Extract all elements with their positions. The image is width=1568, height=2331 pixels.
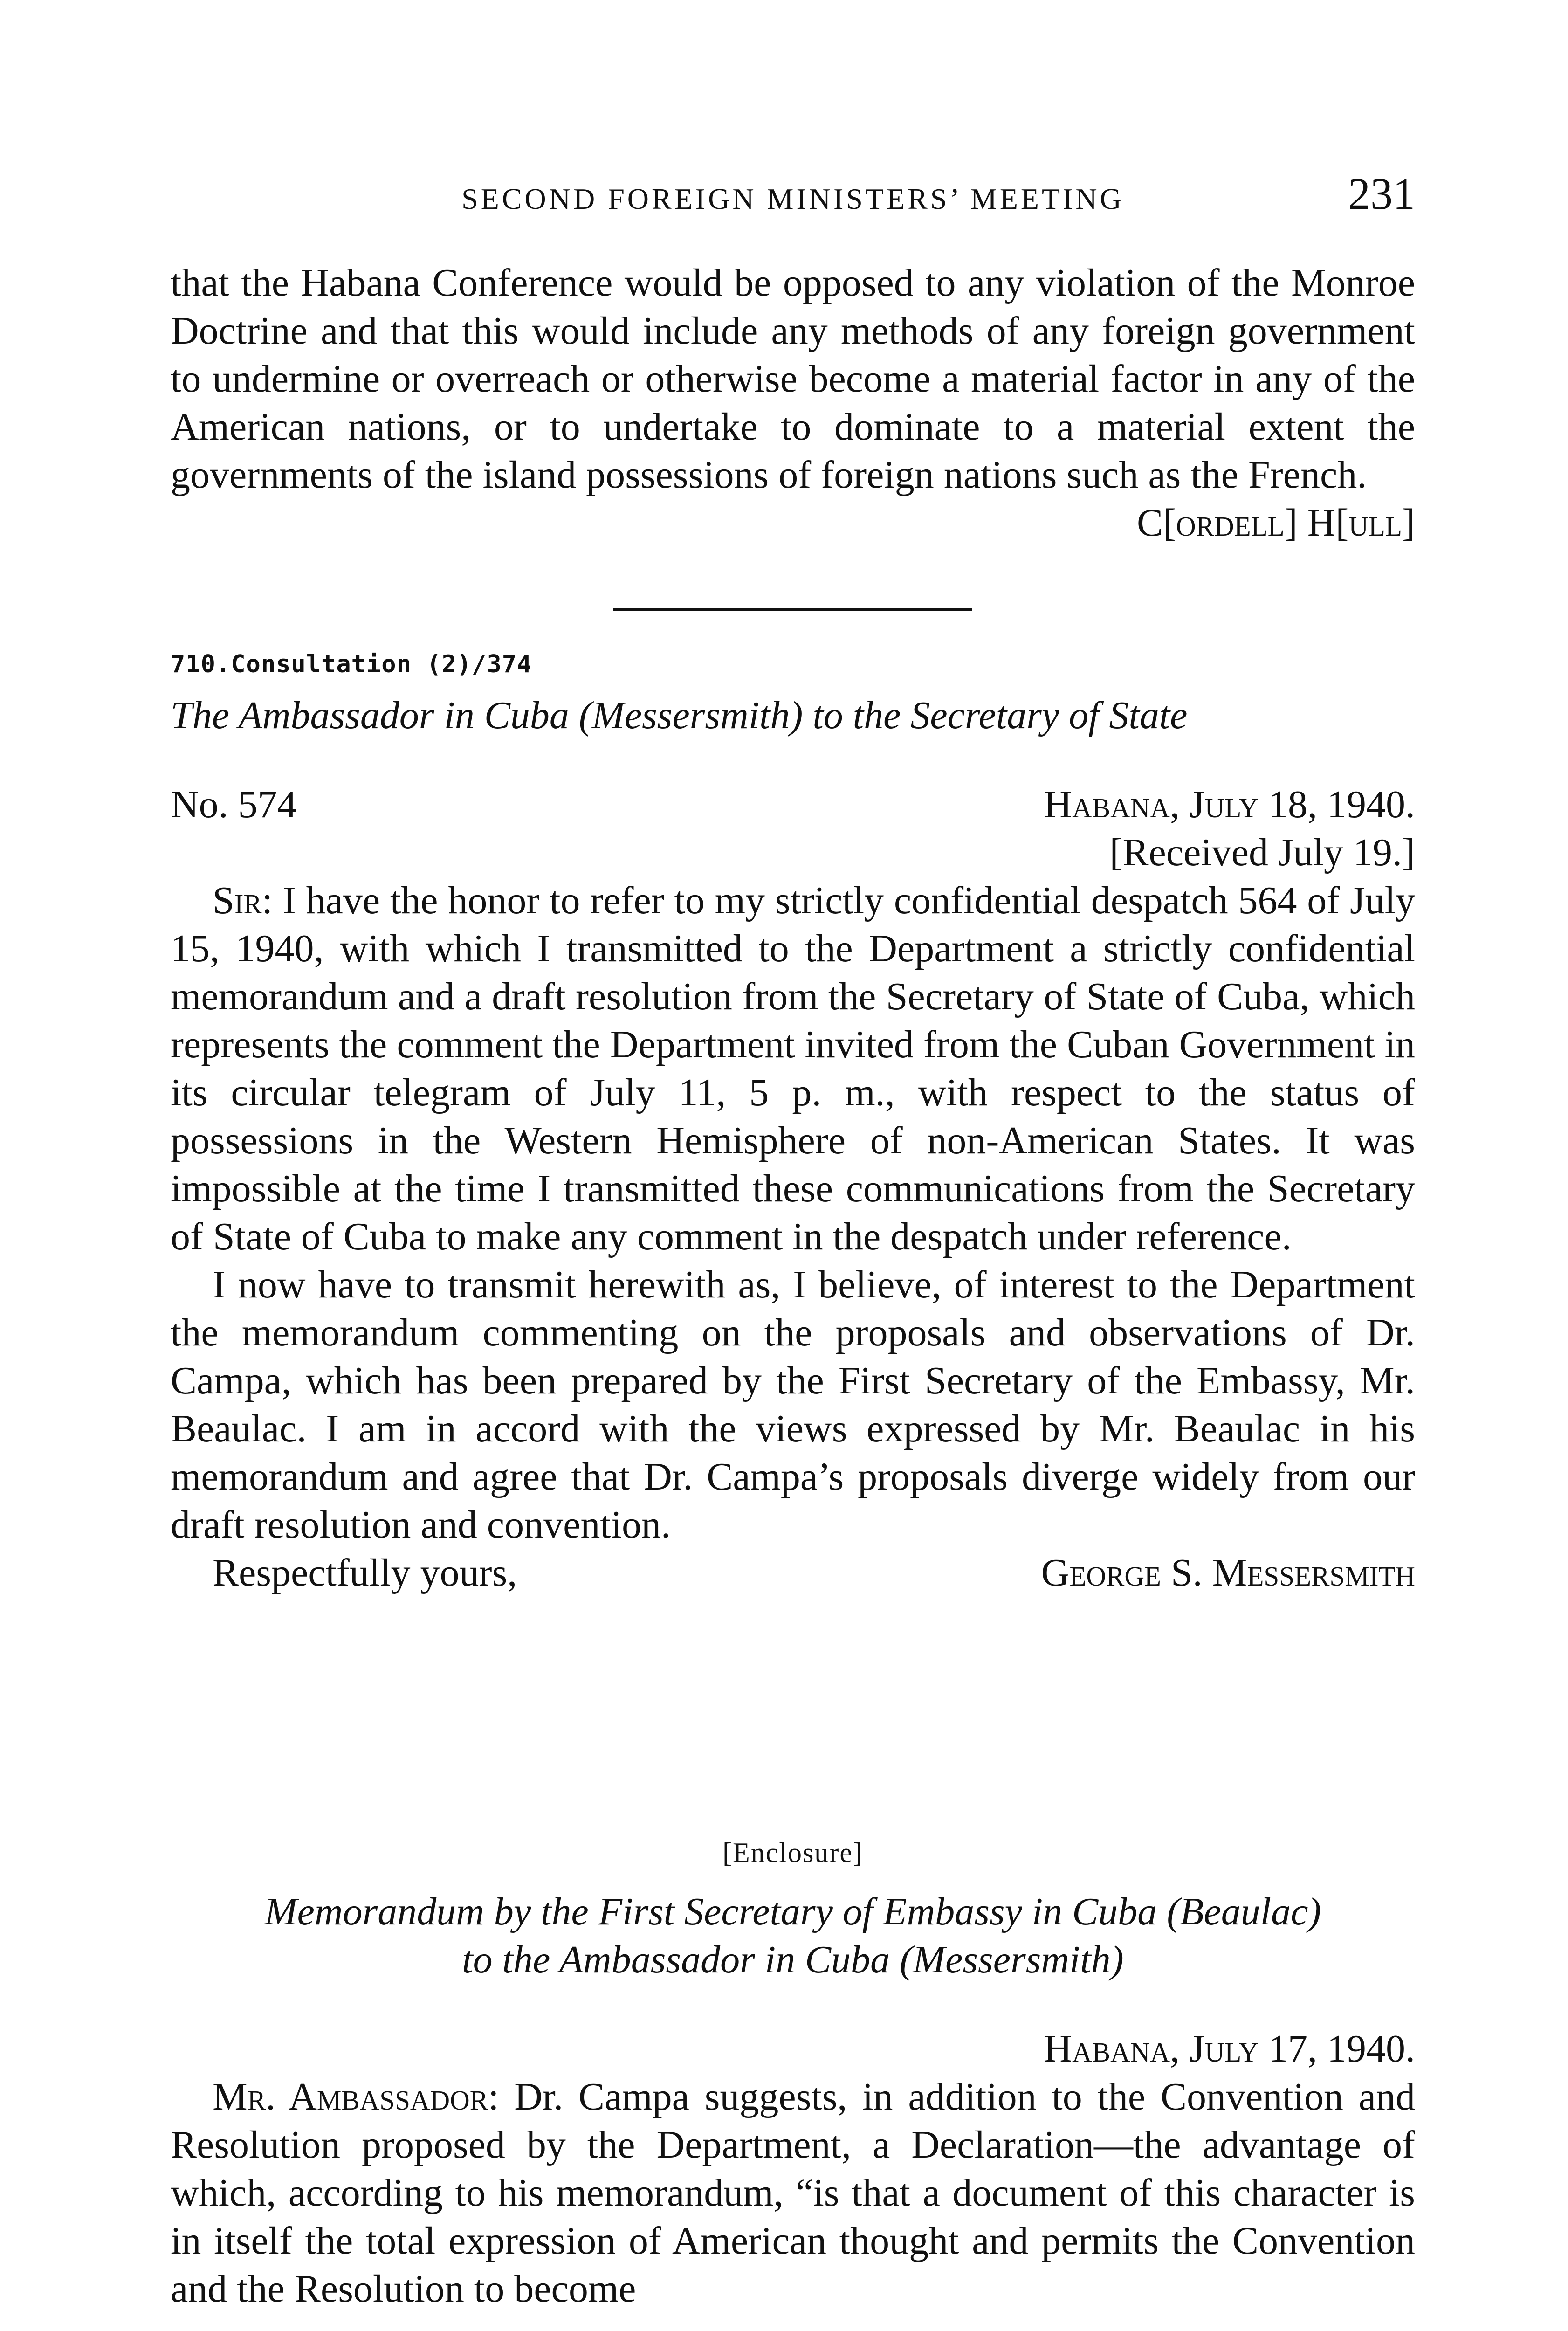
enclosure-title-line-1: Memorandum by the First Secretary of Embassy in Cuba (Beaulac) bbox=[264, 1890, 1321, 1933]
enclosure-paragraph-text: Dr. Campa suggests, in addition to the Convention and Resolution proposed by the Department, a Declaration—the advantage of which, according to his memorandum, “is that a document of this character is in itself the total expression of American thought and permits the Convention and the Resolution to become bbox=[171, 2075, 1416, 2310]
paragraph-1-text: I have the honor to refer to my strictly confidential despatch 564 of July 15, 1940, with which I transmitted to the Department a strictly confidential memorandum and a draft resolution from the Secretary of State of Cuba, which represents the comment the Department invited from the Cuban Government in its circular telegram of July 11, 5 p. m., with respect to the status of possessions in the Western Hemisphere of non-American States. It was impossible at the time I transmitted these communications from the Secretary of State of Cuba to make any comment in the despatch under reference. bbox=[171, 879, 1416, 1258]
number-date-row bbox=[171, 780, 1415, 828]
continuation-paragraph: that the Habana Conference would be opposed to any violation of the Monroe Doctrine and that this would include any methods of any foreign government to undermine or overreach or otherwise become a material factor in any of the American nations, or to undertake to dominate to a material extent the governments of the island possessions of foreign nations such as the French. bbox=[171, 261, 1415, 497]
page-number: 231 bbox=[1348, 169, 1415, 219]
enclosure-title-line-2: to the Ambassador in Cuba (Messersmith) bbox=[462, 1938, 1124, 1981]
continuation-signature: C[ordell] H[ull] bbox=[1137, 501, 1415, 545]
file-number: 710.Consultation (2)/374 bbox=[171, 650, 532, 678]
despatch-number: No. 574 bbox=[171, 783, 297, 826]
enclosure-salutation: Mr. Ambassador: bbox=[213, 2075, 499, 2118]
enclosure-label: [Enclosure] bbox=[722, 1837, 863, 1868]
continuation-section bbox=[171, 259, 1415, 547]
despatch-paragraph-1 bbox=[171, 876, 1415, 1261]
despatch-signature: George S. Messersmith bbox=[1041, 1551, 1415, 1594]
closing: Respectfully yours, bbox=[213, 1551, 517, 1594]
despatch-section bbox=[171, 650, 1415, 1597]
salutation: Sir: bbox=[213, 879, 273, 922]
enclosure-paragraph bbox=[171, 2073, 1415, 2313]
enclosure-section bbox=[171, 1837, 1415, 2313]
page-header bbox=[171, 168, 1415, 224]
section-divider bbox=[613, 608, 972, 611]
running-head: SECOND FOREIGN MINISTERS’ MEETING bbox=[461, 182, 1124, 215]
received-date: [Received July 19.] bbox=[1109, 831, 1415, 874]
despatch-place-date: Habana, July 18, 1940. bbox=[1044, 783, 1415, 826]
closing-row bbox=[171, 1549, 1415, 1597]
despatch-paragraph-2: I now have to transmit herewith as, I believe, of interest to the Department the memorandum commenting on the proposals and observations of Dr. Campa, which has been prepared by the First Secretary of the Embassy, Mr. Beaulac. I am in accord with the views expressed by Mr. Beaulac in his memorandum and agree that Dr. Campa’s proposals diverge widely from our draft resolution and convention. bbox=[171, 1263, 1415, 1546]
enclosure-place-date: Habana, July 17, 1940. bbox=[1044, 2027, 1415, 2070]
document-title: The Ambassador in Cuba (Messersmith) to the Secretary of State bbox=[171, 694, 1188, 737]
